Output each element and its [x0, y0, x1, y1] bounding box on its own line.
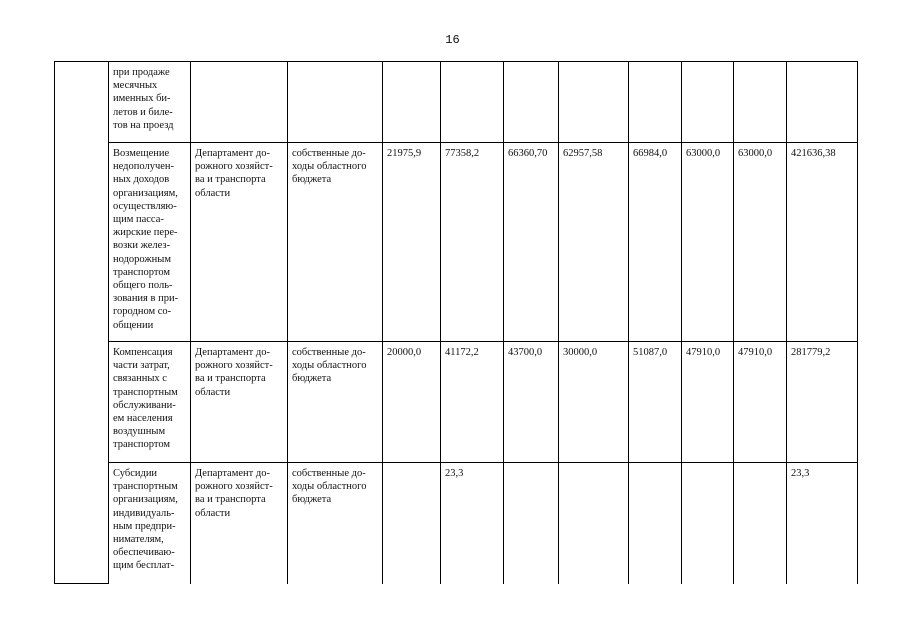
- table-row: [55, 463, 858, 584]
- value-cell: [787, 62, 858, 143]
- value-cell: 66984,0: [629, 143, 682, 342]
- value-cell: 51087,0: [629, 342, 682, 463]
- measure-name-cell: Возмещение недополучен- ных доходов организациям, осуществляю- щим пасса- жирские пере- возки желез- нодорожным транспортом общего поль- зования в при- городном со- общении: [109, 143, 191, 342]
- value-cell: 20000,0: [383, 342, 441, 463]
- value-cell: [559, 62, 629, 143]
- value-cell: [682, 463, 734, 584]
- total-cell: 23,3: [787, 463, 858, 584]
- value-cell: 66360,70: [504, 143, 559, 342]
- page-number: 16: [445, 33, 460, 47]
- value-cell: [383, 463, 441, 584]
- value-cell: [734, 463, 787, 584]
- value-cell: [383, 62, 441, 143]
- table-row: [55, 342, 858, 463]
- value-cell: [629, 62, 682, 143]
- funding-source-cell: собственные до- ходы областного бюджета: [288, 463, 383, 584]
- merged-number-cell: [55, 62, 109, 584]
- value-cell: 23,3: [441, 463, 504, 584]
- value-cell: [504, 62, 559, 143]
- value-cell: 63000,0: [734, 143, 787, 342]
- value-cell: 47910,0: [734, 342, 787, 463]
- value-cell: 21975,9: [383, 143, 441, 342]
- value-cell: [441, 62, 504, 143]
- table-row: [55, 143, 858, 342]
- program-table: [54, 61, 858, 584]
- table-row: [55, 62, 858, 143]
- measure-name-cell: Субсидии транспортным организациям, индивидуаль- ным предпри- нимателям, обеспечиваю- щим бесплат-: [109, 463, 191, 584]
- measure-name-cell: при продаже месячных именных би- летов и биле- тов на проезд: [109, 62, 191, 143]
- executor-cell: Департамент до- рожного хозяйст- ва и транспорта области: [191, 143, 288, 342]
- value-cell: [629, 463, 682, 584]
- value-cell: 41172,2: [441, 342, 504, 463]
- executor-cell: Департамент до- рожного хозяйст- ва и транспорта области: [191, 463, 288, 584]
- funding-source-cell: собственные до- ходы областного бюджета: [288, 143, 383, 342]
- value-cell: [734, 62, 787, 143]
- executor-cell: Департамент до- рожного хозяйст- ва и транспорта области: [191, 342, 288, 463]
- value-cell: 77358,2: [441, 143, 504, 342]
- value-cell: 63000,0: [682, 143, 734, 342]
- value-cell: [682, 62, 734, 143]
- value-cell: 47910,0: [682, 342, 734, 463]
- executor-cell: [191, 62, 288, 143]
- funding-source-cell: [288, 62, 383, 143]
- value-cell: 30000,0: [559, 342, 629, 463]
- funding-source-cell: собственные до- ходы областного бюджета: [288, 342, 383, 463]
- measure-name-cell: Компенсация части затрат, связанных с транспортным обслуживани- ем населения воздушным транспортом: [109, 342, 191, 463]
- total-cell: 421636,38: [787, 143, 858, 342]
- value-cell: [559, 463, 629, 584]
- value-cell: 62957,58: [559, 143, 629, 342]
- value-cell: [504, 463, 559, 584]
- value-cell: 43700,0: [504, 342, 559, 463]
- total-cell: 281779,2: [787, 342, 858, 463]
